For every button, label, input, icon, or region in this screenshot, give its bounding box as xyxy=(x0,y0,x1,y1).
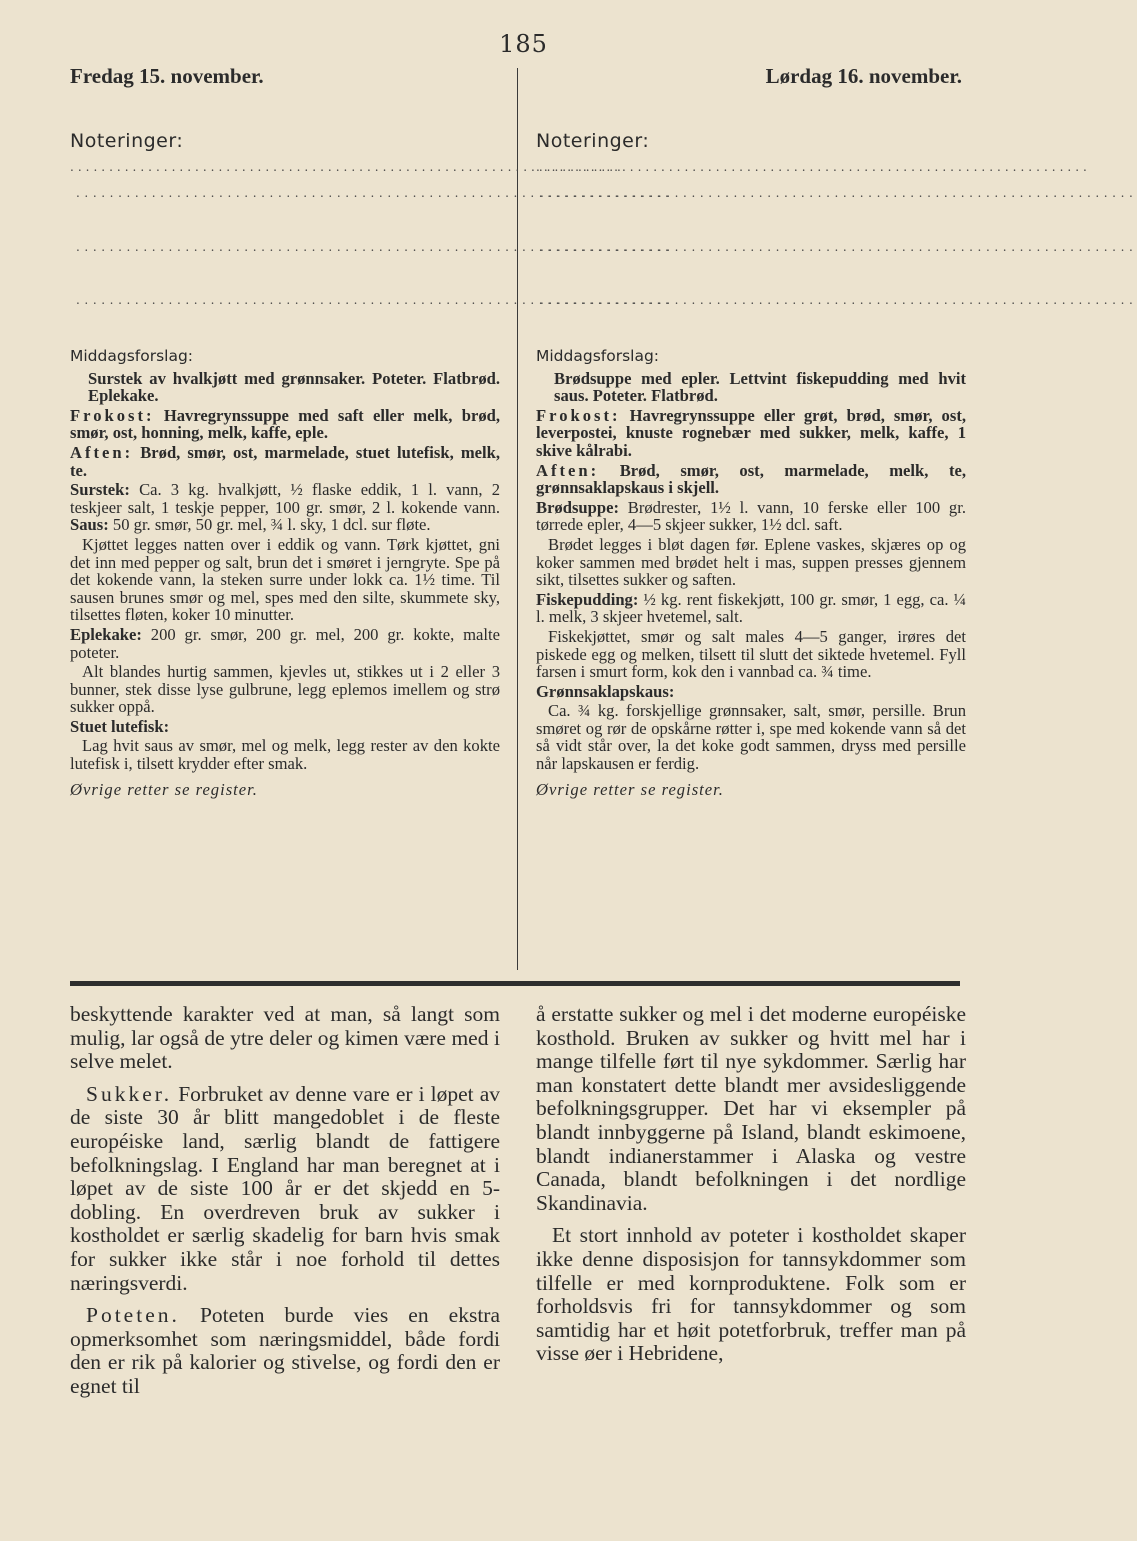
left-notes xyxy=(70,128,625,176)
right-dotline-3: ....................................................................... xyxy=(540,293,1137,307)
left-p1: Ca. 3 kg. hvalkjøtt, ½ flaske eddik, 1 l. vann, 2 teskjeer salt, 1 teskje pepper, 100 gr. smør, 2 l. kokende vann. xyxy=(70,480,500,517)
right-p5-label: Grønnsaklapskaus: xyxy=(536,681,675,701)
essay-left xyxy=(70,1003,500,1408)
left-p6-label: Stuet lutefisk: xyxy=(70,716,170,736)
right-p1: Brødrester, 1½ l. vann, 10 ferske eller 100 gr. tørrede epler, 4—5 skjeer sukker, 1½ dcl. saft. xyxy=(536,497,966,535)
right-frokost-label: Frokost: xyxy=(536,405,621,425)
essay-right-p1: å erstatte sukker og mel i det moderne européiske kosthold. Bruken av sukker og hvitt mel har i mange tilfelle ført til nye sykdommer. Særlig har man konstatert dette blandt mer avsidesliggende befolkningsgrupper. Det har vi eksempler på blandt innbyggerne på Island, blandt eskimoene, blandt indianerstammer i Alaska og vestre Canada, blandt befolkningen i det nordlige Skandinavia. xyxy=(536,1002,966,1215)
left-date: Fredag 15. november. xyxy=(70,64,264,88)
right-aften: Brød, smør, ost, marmelade, melk, te, grønnsaklapskaus i skjell. xyxy=(536,460,966,498)
right-p2: Brødet legges i bløt dagen før. Eplene vaskes, skjæres op og koker sammen med brødet helt i mas, suppen presses gjennem sikt, tilsettes sukker og saften. xyxy=(536,534,966,590)
left-p3: Kjøttet legges natten over i eddik og vann. Tørk kjøttet, gni det inn med pepper og salt, brun det i smøret i jerngryte. Spe på det kokende vann, la steken surre under lokk ca. 1½ time. Til sausen brunes smør og mel, spes med den silte, skummete sky, tilsettes fløten, koker 10 minutter. xyxy=(70,534,500,625)
left-p2: 50 gr. smør, 50 gr. mel, ¾ l. sky, 1 dcl. sur fløte. xyxy=(112,515,431,535)
right-frokost: Havregrynssuppe eller grøt, brød, smør, ost, leverpostei, knuste rognebær med sukker, melk, kaffe, 1 skive kålrabi. xyxy=(536,405,966,460)
right-notes-label: Noteringer: xyxy=(536,130,650,152)
left-p4-label: Eplekake: xyxy=(70,624,142,644)
left-aften: Brød, smør, ost, marmelade, stuet lutefisk, melk, te. xyxy=(70,442,500,480)
left-dotline-2: ....................................................................... xyxy=(76,240,674,254)
right-p4: Fiskekjøttet, smør og salt males 4—5 ganger, irøres det piskede egg og melken, tilsett til slutt det siktede hvetemel. Fyll farsen i smurt form, kok den i vannbad ca. ¾ time. xyxy=(536,626,966,682)
left-p1-label: Surstek: xyxy=(70,480,130,500)
page-number: 185 xyxy=(499,30,548,58)
essay-left-p1: beskyttende karakter ved at man, så langt som mulig, lar også de ytre deler og kimen være med i selve melet. xyxy=(70,1002,500,1074)
right-heading: Middagsforslag: xyxy=(536,347,660,365)
left-p5: Alt blandes hurtig sammen, kjevles ut, stikkes ut i 2 eller 3 bunner, stek disse lyse gulbrune, legg eplemos imellem og strø sukker oppå. xyxy=(70,662,500,717)
left-frokost: Havregrynssuppe med saft eller melk, brød, smør, ost, honning, melk, kaffe, eple. xyxy=(70,405,500,443)
left-notes-dots: ....................................................................... xyxy=(70,160,625,174)
left-notes-label: Noteringer: xyxy=(70,130,184,152)
left-heading: Middagsforslag: xyxy=(70,347,194,365)
left-recipe xyxy=(70,348,500,800)
right-p1-label: Brødsuppe: xyxy=(536,497,619,517)
right-dotline-1: ....................................................................... xyxy=(540,186,1137,200)
left-dotline-3: ....................................................................... xyxy=(76,293,674,307)
column-divider xyxy=(517,68,518,970)
right-recipe xyxy=(536,348,966,800)
essay-left-p2: Forbruket av denne vare er i løpet av de siste 30 år blitt mangedoblet i de fleste européiske land, særlig blandt de fattigere befolkningslag. I England har man beregnet at i løpet av de siste 100 år er det skjedd en 5-dobling. En overdreven bruk av sukker i kostholdet er særlig skadelig for barn hvis smak for sukker ikke står i noe forhold til dettes næringsverdi. xyxy=(70,1081,501,1295)
left-p6: Lag hvit saus av smør, mel og melk, legg rester av den kokte lutefisk i, tilsett krydder efter smak. xyxy=(70,736,500,774)
essay-left-p2-label: Sukker. xyxy=(86,1081,173,1106)
essay-left-p3-label: Poteten. xyxy=(86,1303,180,1328)
essay-left-p3: Poteten burde vies en ekstra opmerksomhet som næringsmiddel, både fordi den er rik på kalorier og stivelse, og fordi den er egnet til xyxy=(70,1303,501,1398)
essay-right-p2: Et stort innhold av poteter i kostholdet skaper ikke denne disposisjon for tannsykdommer som tilfelle er med kornproduktene. Folk som er forholdsvis fri for tannsykdommer og som samtidig har et høit potetforbruk, treffer man på visse øer i Hebridene, xyxy=(536,1223,966,1366)
left-menu: Surstek av hvalkjøtt med grønnsaker. Poteter. Flatbrød. Eplekake. xyxy=(88,368,500,406)
right-date: Lørdag 16. november. xyxy=(765,64,962,88)
left-aften-label: Aften: xyxy=(70,442,134,462)
section-rule xyxy=(70,981,960,986)
left-p4: 200 gr. smør, 200 gr. mel, 200 gr. kokte, malte poteter. xyxy=(70,624,500,662)
left-p2-label: Saus: xyxy=(70,515,109,535)
right-p3: ½ kg. rent fiskekjøtt, 100 gr. smør, 1 egg, ca. ¼ l. melk, 3 skjeer hvetemel, salt. xyxy=(536,589,966,627)
left-footer: Øvrige retter se register. xyxy=(70,779,258,799)
right-footer: Øvrige retter se register. xyxy=(536,779,724,799)
essay-right xyxy=(536,1003,966,1375)
right-p5: Ca. ¾ kg. forskjellige grønnsaker, salt, smør, persille. Brun smøret og rør de opskårne røtter i, spe med kokende vann så det så vidt står over, la det koke godt sammen, dryss med persille når lapskausen er ferdig. xyxy=(536,701,966,774)
right-menu: Brødsuppe med epler. Lettvint fiskepudding med hvit saus. Poteter. Flatbrød. xyxy=(554,368,966,406)
left-dotline-1: ....................................................................... xyxy=(76,186,674,200)
right-notes xyxy=(536,128,1091,176)
right-notes-dots: ....................................................................... xyxy=(536,160,1091,174)
right-aften-label: Aften: xyxy=(536,460,600,480)
right-dotline-2: ....................................................................... xyxy=(540,240,1137,254)
right-p3-label: Fiskepudding: xyxy=(536,589,639,609)
left-frokost-label: Frokost: xyxy=(70,405,155,425)
